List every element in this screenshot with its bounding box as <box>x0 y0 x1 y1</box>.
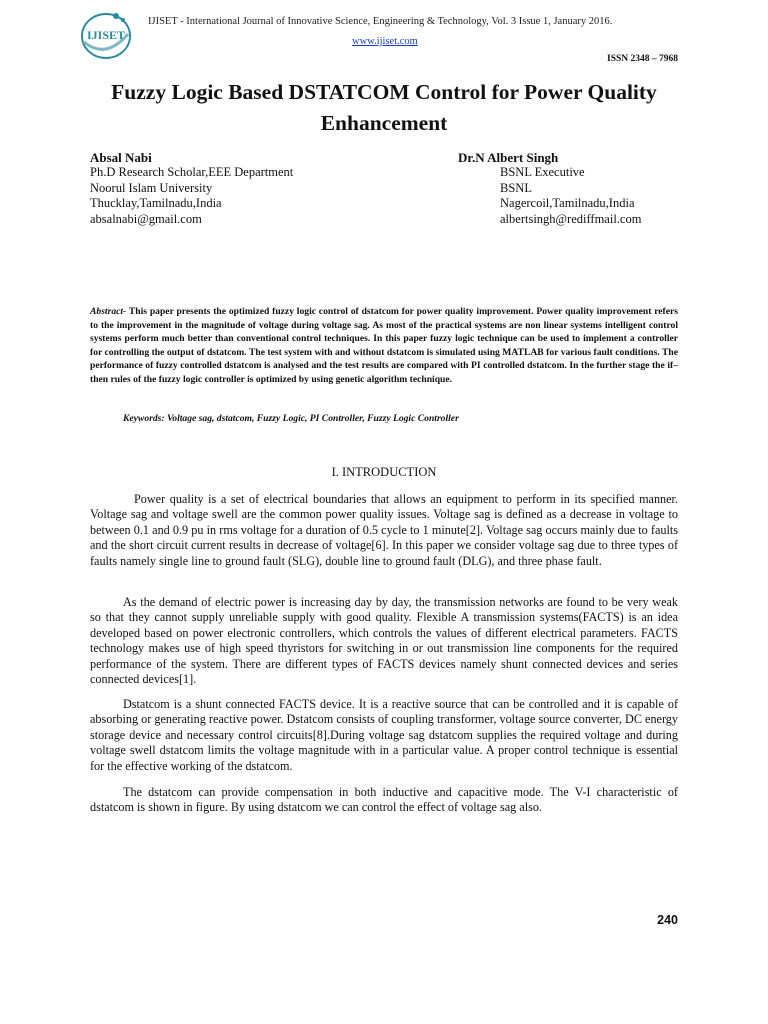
section-heading: I. INTRODUCTION <box>331 465 437 479</box>
author-block-1 <box>90 150 293 227</box>
author-name: Dr.N Albert Singh <box>458 150 559 165</box>
journal-url-link[interactable]: www.ijiset.com <box>352 36 418 47</box>
body-paragraph <box>90 492 678 569</box>
body-paragraph <box>90 785 678 816</box>
journal-logo <box>76 8 136 64</box>
author-block-2 <box>458 150 641 227</box>
abstract-label: Abstract- <box>90 306 127 317</box>
author-affiliation: Nagercoil,Tamilnadu,India <box>500 196 635 211</box>
author-affiliation: Ph.D Research Scholar,EEE Department <box>90 165 294 180</box>
page-number: 240 <box>657 913 678 927</box>
author-affiliation: BSNL Executive <box>500 165 585 180</box>
paper-title: Fuzzy Logic Based DSTATCOM Control for Power Quality Enhancement <box>111 80 657 135</box>
paragraph-text: Power quality is a set of electrical boundaries that allows an equipment to perform in its specified manner. Voltage sag and voltage swell are the common power quality issues. Voltage sag is defined as a decrease in voltage to between 0.1 and 0.9 pu in rms voltage for a duration of 0.5 cycle to 1 minute[2]. Voltage sag occurs mainly due to faults and the short circuit current results in decrease of voltage[6]. In this paper we consider voltage sag due to three types of faults namely single line to ground fault (SLG), double line to ground fault (DLG), and three phase fault. <box>90 492 678 568</box>
logo-text: IJISET <box>86 28 126 42</box>
paragraph-text: As the demand of electric power is increasing day by day, the transmission networks are found to be very weak so that they cannot supply unreliable supply with good quality. Flexible A transmission systems(FACTS) is an idea developed based on power electronic controllers, which controls the values of different electrical parameters. FACTS technology makes use of high speed thyristors for switching in or out transmission line components for the required performance of the system. There are different types of FACTS devices namely shunt connected devices and series connected devices[1]. <box>90 595 678 687</box>
ijiset-logo-icon <box>76 8 136 64</box>
abstract-text: This paper presents the optimized fuzzy logic control of dstatcom for power quality improvement. Power quality improvement refers to the improvement in the magnitude of voltage during voltage sag. As most of the practical systems are non linear systems intelligent control systems perform much better than conventional control techniques. In this paper fuzzy logic technique can be used to implement a controller for controlling the output of dstatcom. The test system with and without dstatcom is simulated using MATLAB for various fault conditions. The performance of fuzzy controlled dstatcom is analysed and the test results are compared with PI controlled dstatcom. In the further stage the if–then rules of the fuzzy logic controller is optimized by using genetic algorithm technique. <box>90 306 678 385</box>
issn-number: ISSN 2348 – 7968 <box>607 54 678 64</box>
author-affiliation: Thucklay,Tamilnadu,India <box>90 196 222 211</box>
abstract <box>90 305 678 386</box>
author-affiliation: BSNL <box>500 180 532 195</box>
paragraph-text: The dstatcom can provide compensation in both inductive and capacitive mode. The V-I characteristic of dstatcom is shown in figure. By using dstatcom we can control the effect of voltage sag also. <box>90 785 678 815</box>
body-paragraph <box>90 595 678 687</box>
keywords: Keywords: Voltage sag, dstatcom, Fuzzy Logic, PI Controller, Fuzzy Logic Controller <box>123 413 459 424</box>
author-email: albertsingh@rediffmail.com <box>500 211 642 226</box>
body-paragraph <box>90 697 678 774</box>
author-affiliation: Noorul Islam University <box>90 180 213 195</box>
author-email: absalnabi@gmail.com <box>90 211 202 226</box>
journal-citation: IJISET - International Journal of Innovative Science, Engineering & Technology, Vol. 3 Issue 1, January 2016. <box>148 16 613 27</box>
author-name: Absal Nabi <box>90 150 152 165</box>
paragraph-text: Dstatcom is a shunt connected FACTS device. It is a reactive source that can be controlled and it is capable of absorbing or generating reactive power. Dstatcom consists of coupling transformer, voltage source converter, DC energy storage device and necessary control circuits[8].During voltage sag dstatcom supplies the required voltage and during voltage swell dstatcom limits the voltage magnitude with in a particular value. A proper control technique is essential for the effective working of the dstatcom. <box>90 697 678 773</box>
